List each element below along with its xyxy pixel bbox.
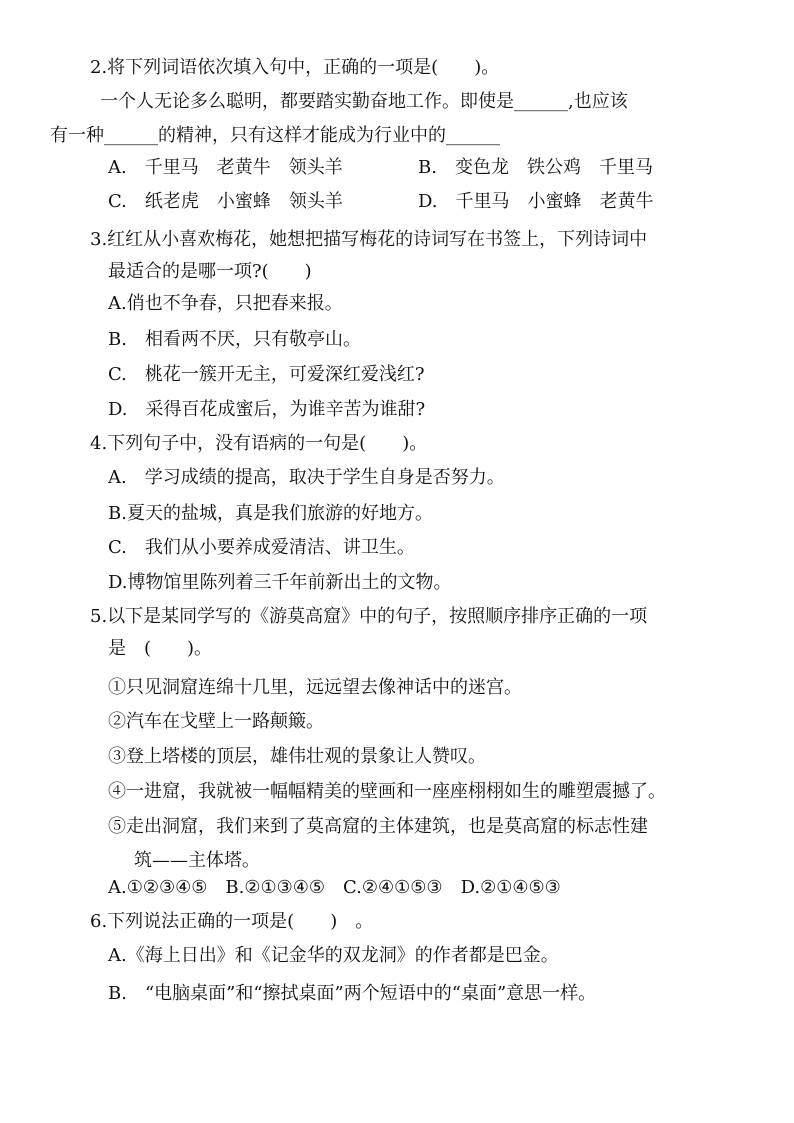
q5-sentence-3: ③登上塔楼的顶层，雄伟壮观的景象让人赞叹。 [108, 746, 486, 767]
q2-option-a: A. 千里马 老黄牛 领头羊 [108, 157, 343, 178]
q4-option-b: B.夏天的盐城，真是我们旅游的好地方。 [108, 503, 433, 524]
q2-passage-line2: 有一种______的精神，只有这样才能成为行业中的______ [50, 125, 500, 146]
q5-sentence-5-line2: 筑——主体塔。 [134, 850, 260, 871]
q3-option-b: B. 相看两不厌，只有敬亭山。 [108, 329, 361, 350]
q6-option-b: B. “电脑桌面”和“擦拭桌面”两个短语中的“桌面”意思一样。 [108, 983, 597, 1004]
q5-stem-line1: 5.以下是某同学写的《游莫高窟》中的句子，按照顺序排序正确的一项 [90, 606, 648, 627]
q3-stem-line1: 3.红红从小喜欢梅花，她想把描写梅花的诗词写在书签上，下列诗词中 [90, 229, 648, 250]
q2-option-b: B. 变色龙 铁公鸡 千里马 [418, 157, 653, 178]
q3-option-d: D. 采得百花成蜜后，为谁辛苦为谁甜? [108, 399, 426, 420]
q2-passage-line1: 一个人无论多么聪明，都要踏实勤奋地工作。即使是______,也应该 [100, 91, 628, 112]
q6-option-a: A.《海上日出》和《记金华的双龙洞》的作者都是巴金。 [108, 945, 559, 966]
q2-stem: 2.将下列词语依次填入句中，正确的一项是( )。 [90, 57, 500, 78]
q3-option-a: A.俏也不争春，只把春来报。 [108, 293, 343, 314]
q6-stem: 6.下列说法正确的一项是( ) 。 [90, 911, 374, 932]
q3-option-c: C. 桃花一簇开无主，可爱深红爱浅红? [108, 364, 425, 385]
q4-option-d: D.博物馆里陈列着三千年前新出土的文物。 [108, 572, 452, 593]
q3-stem-line2: 最适合的是哪一项?( ) [108, 261, 312, 282]
q5-sentence-4: ④一进窟，我就被一幅幅精美的壁画和一座座栩栩如生的雕塑震撼了。 [108, 781, 666, 802]
q5-options: A.①②③④⑤ B.②①③④⑤ C.②④①⑤③ D.②①④⑤③ [108, 877, 561, 898]
q5-sentence-5-line1: ⑤走出洞窟，我们来到了莫高窟的主体建筑，也是莫高窟的标志性建 [108, 816, 648, 837]
q2-option-d: D. 千里马 小蜜蜂 老黄牛 [418, 191, 654, 212]
q5-sentence-2: ②汽车在戈壁上一路颠簸。 [108, 711, 324, 732]
q4-stem: 4.下列句子中，没有语病的一句是( )。 [90, 433, 428, 454]
q5-stem-line2: 是 ( )。 [108, 638, 213, 659]
q4-option-c: C. 我们从小要养成爱清洁、讲卫生。 [108, 537, 415, 558]
q4-option-a: A. 学习成绩的提高，取决于学生自身是否努力。 [108, 467, 505, 488]
q5-sentence-1: ①只见洞窟连绵十几里，远远望去像神话中的迷宫。 [108, 677, 522, 698]
q2-option-c: C. 纸老虎 小蜜蜂 领头羊 [108, 191, 343, 212]
